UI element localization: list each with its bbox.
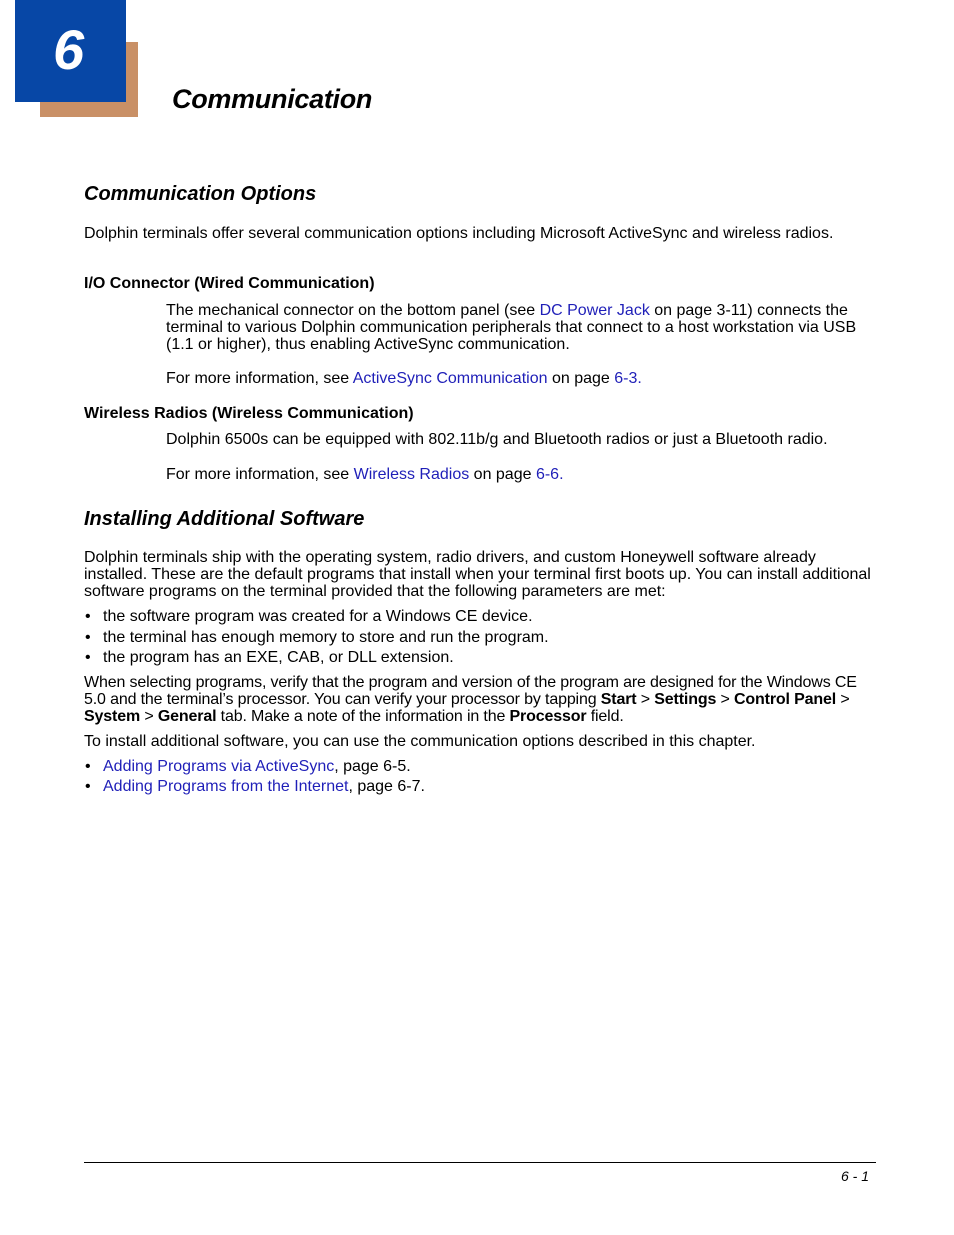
chapter-tab [15, 0, 126, 102]
chapter-number: 6 [53, 18, 85, 81]
page-number: 6 - 1 [840, 1168, 869, 1184]
wireless-radios-heading: Wireless Radios (Wireless Communication) [84, 405, 414, 422]
wireless-radios-link[interactable]: Wireless Radios [353, 466, 470, 483]
list-item: • the software program was created for a Windows CE device. [85, 608, 533, 625]
page-6-6-link[interactable]: 6-6. [535, 466, 564, 483]
footer-rule [84, 1162, 876, 1163]
install-options-paragraph: To install additional software, you can use the communication options described in this chapter. [84, 733, 756, 750]
adding-programs-internet-link[interactable]: Adding Programs from the Internet [103, 778, 349, 795]
list-item: • Adding Programs from the Internet, page 6-7. [85, 778, 425, 795]
io-connector-paragraph: The mechanical connector on the bottom panel (see DC Power Jack on page 3-11) connects the terminal to various Dolphin communication peripherals that connect to a host workstation via USB (1.1 or higher), thus enabling ActiveSync communication. [166, 302, 857, 353]
list-item: • the program has an EXE, CAB, or DLL extension. [85, 649, 454, 666]
section-heading-installing-software: Installing Additional Software [84, 508, 365, 530]
activesync-communication-link[interactable]: ActiveSync Communication [352, 370, 548, 387]
verify-processor-paragraph: When selecting programs, verify that the program and version of the program are designed for the Windows CE 5.0 and the terminal’s processor. You can verify your processor by tapping Start > Settings > Control Panel > System > General tab. Make a note of the information in the Processor field. [84, 674, 857, 725]
page-6-3-link[interactable]: 6-3. [614, 370, 642, 387]
installing-intro: Dolphin terminals ship with the operating system, radio drivers, and custom Honeywell software already installed. These are the default programs that install when your terminal first boots up. You can install additional software programs on the terminal provided that the following parameters are met: [84, 549, 871, 600]
requirements-list [84, 608, 879, 666]
install-links-list [84, 758, 879, 795]
list-item: • the terminal has enough memory to store and run the program. [85, 628, 549, 646]
communication-intro: Dolphin terminals offer several communication options including Microsoft ActiveSync and wireless radios. [84, 225, 834, 242]
io-more-info: For more information, see ActiveSync Communication on page 6-3. [166, 370, 642, 387]
wireless-more-info: For more information, see Wireless Radios on page 6-6. [166, 466, 564, 483]
list-item: • Adding Programs via ActiveSync, page 6-5. [85, 758, 411, 775]
wireless-radios-paragraph: Dolphin 6500s can be equipped with 802.11b/g and Bluetooth radios or just a Bluetooth radio. [166, 431, 828, 448]
chapter-title: Communication [172, 84, 373, 114]
adding-programs-activesync-link[interactable]: Adding Programs via ActiveSync [103, 758, 335, 775]
io-connector-heading: I/O Connector (Wired Communication) [84, 275, 375, 292]
dc-power-jack-link[interactable]: DC Power Jack [539, 302, 650, 319]
section-heading-communication-options: Communication Options [84, 183, 317, 205]
